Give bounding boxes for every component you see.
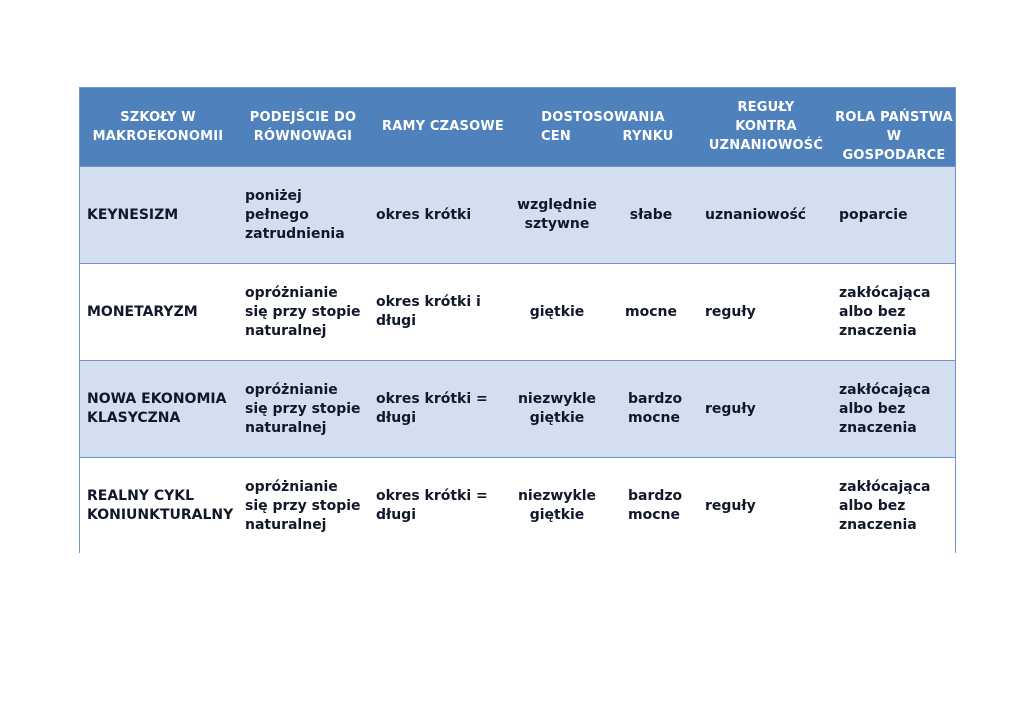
cell-state-role: poparcie: [839, 206, 908, 223]
cell-school: MONETARYZM: [87, 303, 198, 320]
header-rules: [708, 98, 824, 155]
cell-state-role: zakłócająca albo bez znaczenia: [839, 381, 931, 436]
header-market-label: RYNKU: [622, 129, 674, 144]
cell-approach: opróżnianie się przy stopie naturalnej: [245, 478, 361, 533]
cell-market: słabe: [629, 206, 673, 223]
header-timeframe-label: RAMY CZASOWE: [381, 119, 504, 134]
economics-schools-table: [79, 87, 956, 553]
table-row: [80, 457, 955, 554]
cell-state-role: zakłócająca albo bez znaczenia: [839, 284, 931, 339]
cell-market: mocne: [625, 303, 677, 320]
header-approach-label: PODEJŚCIE DO RÓWNOWAGI: [249, 110, 357, 144]
header-state-role-label: ROLA PAŃSTWA W GOSPODARCE: [835, 110, 953, 163]
table-header: [80, 88, 955, 166]
cell-prices: giętkie: [529, 303, 585, 320]
cell-timeframe: okres krótki i długi: [376, 294, 481, 329]
cell-school: NOWA EKONOMIA KLASYCZNA: [87, 391, 227, 426]
cell-market: bardzo mocne: [628, 391, 683, 426]
cell-prices: niezwykle giętkie: [517, 488, 597, 523]
header-timeframe: [376, 117, 510, 136]
table-row: [80, 263, 955, 360]
cell-rules: reguły: [705, 303, 756, 320]
header-approach: [244, 108, 362, 146]
cell-rules: uznaniowość: [705, 206, 807, 223]
cell-prices: względnie sztywne: [517, 197, 597, 232]
cell-state-role: zakłócająca albo bez znaczenia: [839, 478, 931, 533]
header-prices: [526, 127, 586, 146]
header-state-role: [834, 108, 954, 165]
cell-approach: poniżej pełnego zatrudnienia: [245, 187, 345, 242]
cell-timeframe: okres krótki: [376, 206, 472, 223]
cell-school: KEYNESIZM: [87, 206, 179, 223]
cell-approach: opróżnianie się przy stopie naturalnej: [245, 284, 361, 339]
cell-rules: reguły: [705, 400, 756, 417]
header-adjustment: [528, 108, 678, 127]
header-market: [616, 127, 680, 146]
cell-rules: reguły: [705, 497, 756, 514]
header-school: [92, 108, 224, 146]
header-adjustment-label: DOSTOSOWANIA: [541, 110, 665, 125]
cell-prices: niezwykle giętkie: [517, 391, 597, 426]
cell-approach: opróżnianie się przy stopie naturalnej: [245, 381, 361, 436]
cell-timeframe: okres krótki = długi: [376, 391, 488, 426]
cell-market: bardzo mocne: [628, 488, 683, 523]
header-school-label: SZKOŁY W MAKROEKONOMII: [92, 110, 224, 144]
header-rules-label: REGUŁY KONTRA UZNANIOWOŚĆ: [708, 100, 824, 153]
cell-school: REALNY CYKL KONIUNKTURALNY: [87, 488, 234, 523]
table-row: [80, 360, 955, 457]
header-prices-label: CEN: [541, 129, 571, 144]
cell-timeframe: okres krótki = długi: [376, 488, 488, 523]
table-row: [80, 166, 955, 263]
